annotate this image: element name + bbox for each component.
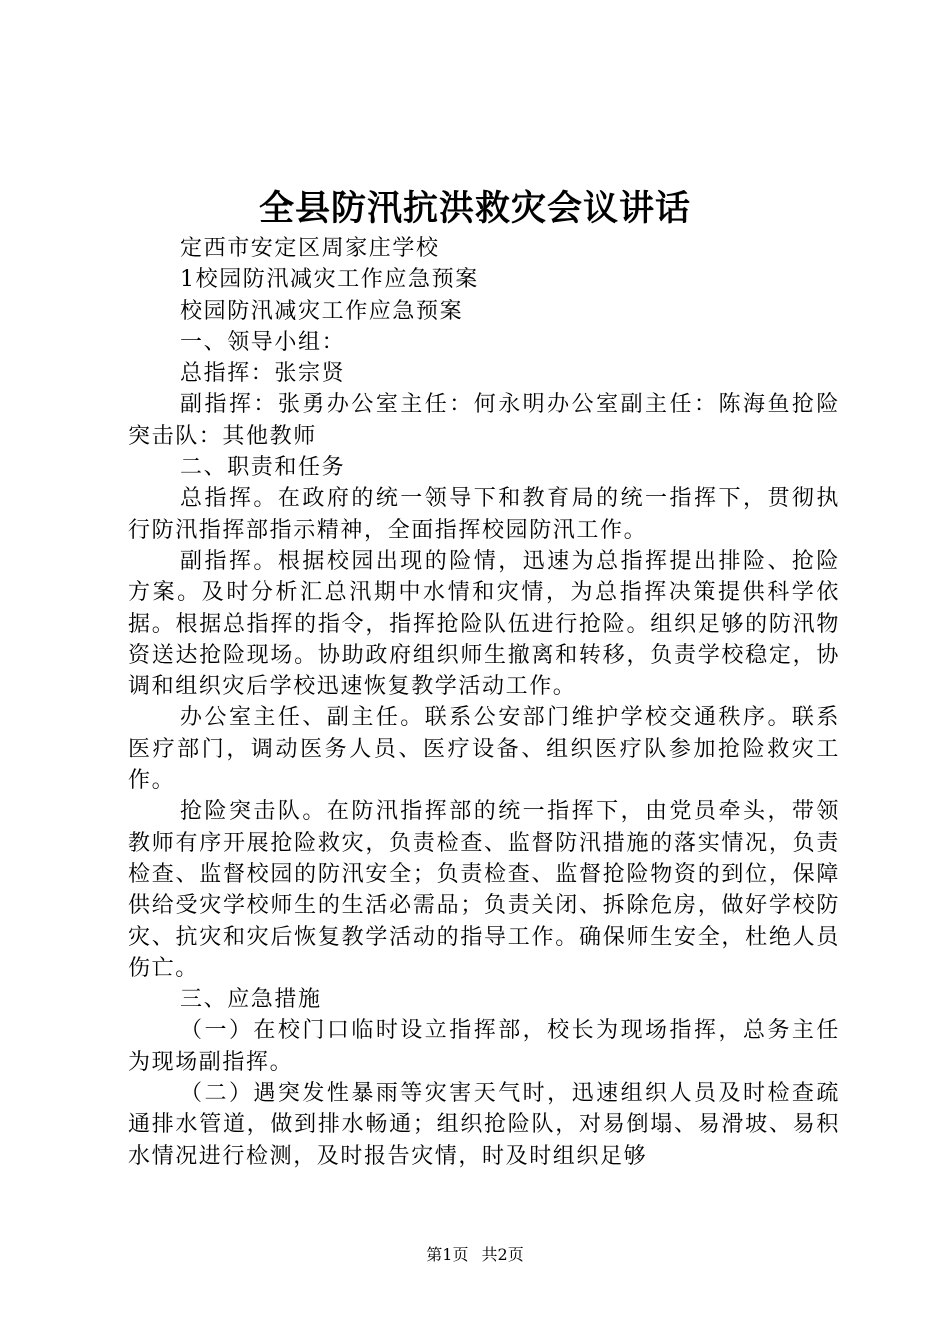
- section-heading: 一、领导小组：: [180, 329, 346, 355]
- paragraph: 1校园防汛减灾工作应急预案: [180, 267, 479, 293]
- paragraph: 总指挥。在政府的统一领导下和教育局的统一指挥下，贯彻执行防汛指挥部指示精神，全面指挥校园防汛工作。: [128, 486, 840, 543]
- paragraph: 定西市安定区周家庄学校: [180, 236, 440, 261]
- page-total: 共2页: [481, 1245, 524, 1264]
- section-heading: 二、职责和任务: [180, 455, 346, 481]
- paragraph: （一）在校门口临时设立指挥部，校长为现场指挥，总务主任为现场副指挥。: [128, 1018, 840, 1075]
- document-body: [128, 233, 840, 1172]
- paragraph: （二）遇突发性暴雨等灾害天气时，迅速组织人员及时检查疏通排水管道，做到排水畅通；组织抢险队，对易倒塌、易滑坡、易积水情况进行检测，及时报告灾情，时及时组织足够: [128, 1081, 840, 1169]
- paragraph: 办公室主任、副主任。联系公安部门维护学校交通秩序。联系医疗部门，调动医务人员、医疗设备、组织医疗队参加抢险救灾工作。: [128, 705, 840, 794]
- paragraph: 副指挥。根据校园出现的险情，迅速为总指挥提出排险、抢险方案。及时分析汇总汛期中水情和灾情，为总指挥决策提供科学依据。根据总指挥的指令，指挥抢险队伍进行抢险。组织足够的防汛物资送达抢险现场。协助政府组织师生撤离和转移，负责学校稳定，协调和组织灾后学校迅速恢复教学活动工作。: [128, 548, 840, 700]
- paragraph: 抢险突击队。在防汛指挥部的统一指挥下，由党员牵头，带领教师有序开展抢险救灾，负责检查、监督防汛措施的落实情况，负责检查、监督校园的防汛安全；负责检查、监督抢险物资的到位，保障供给受灾学校师生的生活必需品；负责关闭、拆除危房，做好学校防灾、抗灾和灾后恢复教学活动的指导工作。确保师生安全，杜绝人员伤亡。: [128, 799, 840, 981]
- paragraph: 校园防汛减灾工作应急预案: [180, 298, 464, 324]
- page-footer: [0, 1244, 950, 1266]
- paragraph: 总指挥：张宗贤: [180, 361, 346, 387]
- page-number: 第1页: [426, 1245, 469, 1264]
- paragraph: 副指挥：张勇办公室主任：何永明办公室副主任：陈海鱼抢险突击队：其他教师: [128, 392, 840, 449]
- section-heading: 三、应急措施: [180, 987, 322, 1013]
- document-title: 全县防汛抗洪救灾会议讲话: [258, 188, 691, 229]
